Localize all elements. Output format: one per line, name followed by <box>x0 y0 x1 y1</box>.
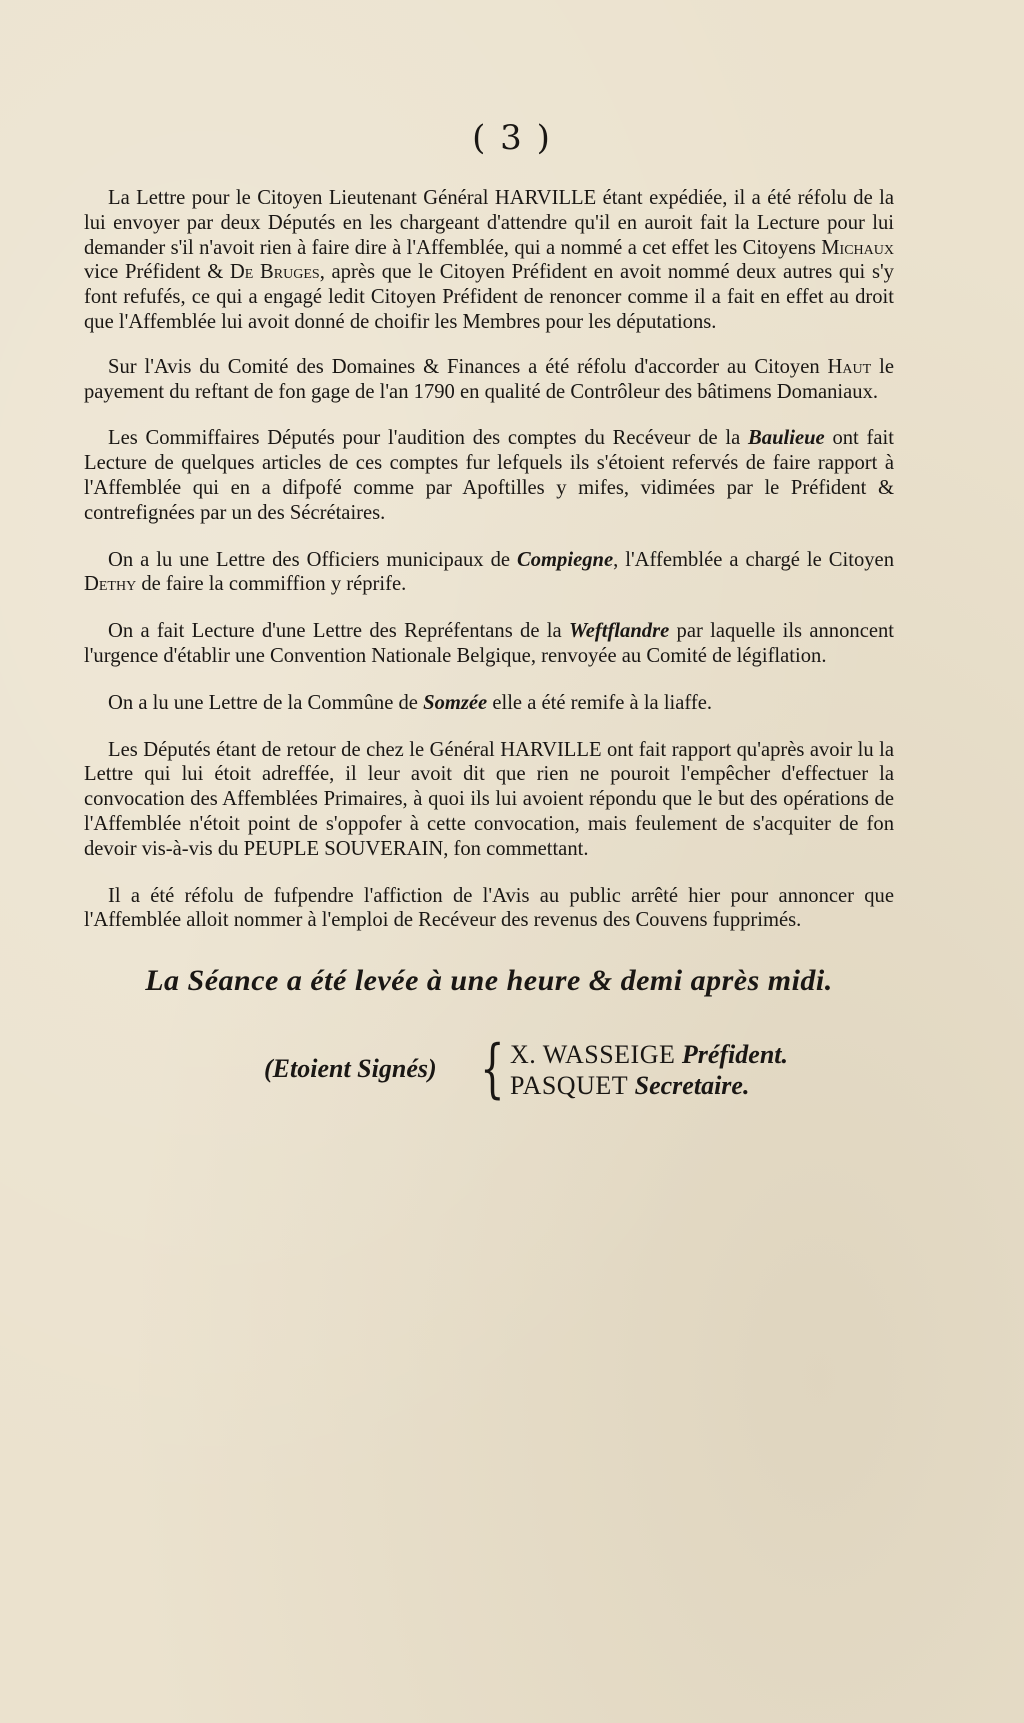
paragraph <box>84 548 894 598</box>
signature-lead: (Etoient Signés) <box>264 1054 437 1084</box>
text-run: de faire la commiffion y réprife. <box>136 573 407 596</box>
text-run: La Lettre pour le Citoyen Lieutenant Général HARVILLE étant expédiée, il a été réfolu de la lui envoyer par deux Députés en les chargeant d'attendre qu'il en auroit fait la Lecture pour lui demander s'il n'avoit rien à faire dire à l'Affemblée, qui a nommé a cet effet les Citoyens <box>84 187 894 259</box>
text-run: le payement du reftant de fon gage de l'an 1790 en qualité de Contrôleur des bâtimens Domaniaux. <box>84 355 894 403</box>
paragraph <box>84 619 894 669</box>
text-run: Les Députés étant de retour de chez le Général HARVILLE ont fait rapport qu'après avoir lu la Lettre qui lui étoit adreffée, il leur avoit dit que rien ne pouroit l'empêcher d'effectuer la convocation des Affemblées Primaires, à quoi ils lui avoient répondu que le but des opérations de l'Affemblée n'étoit point de s'oppofer à cette convocation, mais feulement de s'acquiter de fon devoir vis-à-vis du PEUPLE SOUVERAIN, fon commettant. <box>84 738 894 860</box>
text-run: , l'Affemblée a chargé le Citoyen <box>613 548 894 571</box>
document-body <box>84 186 894 1109</box>
text-run: Il a été réfolu de fufpendre l'affiction de l'Avis au public arrêté hier pour annoncer que l'Affemblée alloit nommer à l'emploi de Recéveur des revenus des Couvens fupprimés. <box>84 884 894 932</box>
signature-line <box>510 1070 788 1101</box>
text-run: vice Préfident & <box>84 261 230 284</box>
signatory-name: PASQUET <box>510 1071 629 1101</box>
text-run: , après que le Citoyen Préfident en avoit nommé deux autres qui s'y font refufés, ce qui a engagé ledit Citoyen Préfident de renoncer comme il a fait en effet au droit que l'Affemblée lui avoit donné de choifir les Membres pour les députations. <box>84 261 894 333</box>
text-run: Les Commiffaires Députés pour l'audition des comptes du Recéveur de la <box>108 427 749 450</box>
emphasized-text: Somzée <box>423 691 488 714</box>
text-run: par laquelle ils annoncent l'urgence d'établir une Convention Nationale Belgique, renvoyée au Comité de légiflation. <box>84 620 894 667</box>
signature-block <box>264 1032 894 1109</box>
text-run: On a fait Lecture d'une Lettre des Repréfentans de la <box>108 620 569 643</box>
emphasized-text: Weftflandre <box>568 620 670 643</box>
text-run: On a lu une Lettre de la Commûne de <box>108 691 424 714</box>
emphasized-text: Dethy <box>84 573 137 596</box>
paragraph <box>84 186 894 335</box>
emphasized-text: De Bruges <box>229 261 320 284</box>
signature-lines <box>510 1039 788 1101</box>
paragraph <box>84 426 894 525</box>
brace-icon: { <box>480 1032 505 1107</box>
paragraph <box>84 738 894 862</box>
signatory-name: X. WASSEIGE <box>510 1040 676 1070</box>
signatory-role: Préfident. <box>681 1040 789 1070</box>
paragraph <box>84 884 894 934</box>
page-number: ( 3 ) <box>472 118 552 158</box>
emphasized-text: Baulieue <box>748 427 825 450</box>
emphasized-text: Michaux <box>821 236 894 259</box>
paragraph <box>84 691 894 716</box>
signatory-role: Secretaire. <box>634 1071 750 1101</box>
text-run: elle a été remife à la liaffe. <box>487 691 713 714</box>
paragraph <box>84 355 894 405</box>
text-run: Sur l'Avis du Comité des Domaines & Finances a été réfolu d'accorder au Citoyen <box>108 355 828 378</box>
emphasized-text: Compiegne <box>517 548 614 571</box>
text-run: On a lu une Lettre des Officiers municipaux de <box>108 548 517 571</box>
emphasized-text: Haut <box>827 355 872 378</box>
session-closing-line: La Séance a été levée à une heure & demi après midi. <box>145 964 833 998</box>
signature-line <box>510 1039 788 1070</box>
text-run: ont fait Lecture de quelques articles de ces comptes fur lefquels ils s'étoient refervés de faire rapport à l'Affemblée qui en a difpofé comme par Apoftilles y mifes, vidimées par le Préfident & contrefignées par un des Sécrétaires. <box>84 427 894 524</box>
